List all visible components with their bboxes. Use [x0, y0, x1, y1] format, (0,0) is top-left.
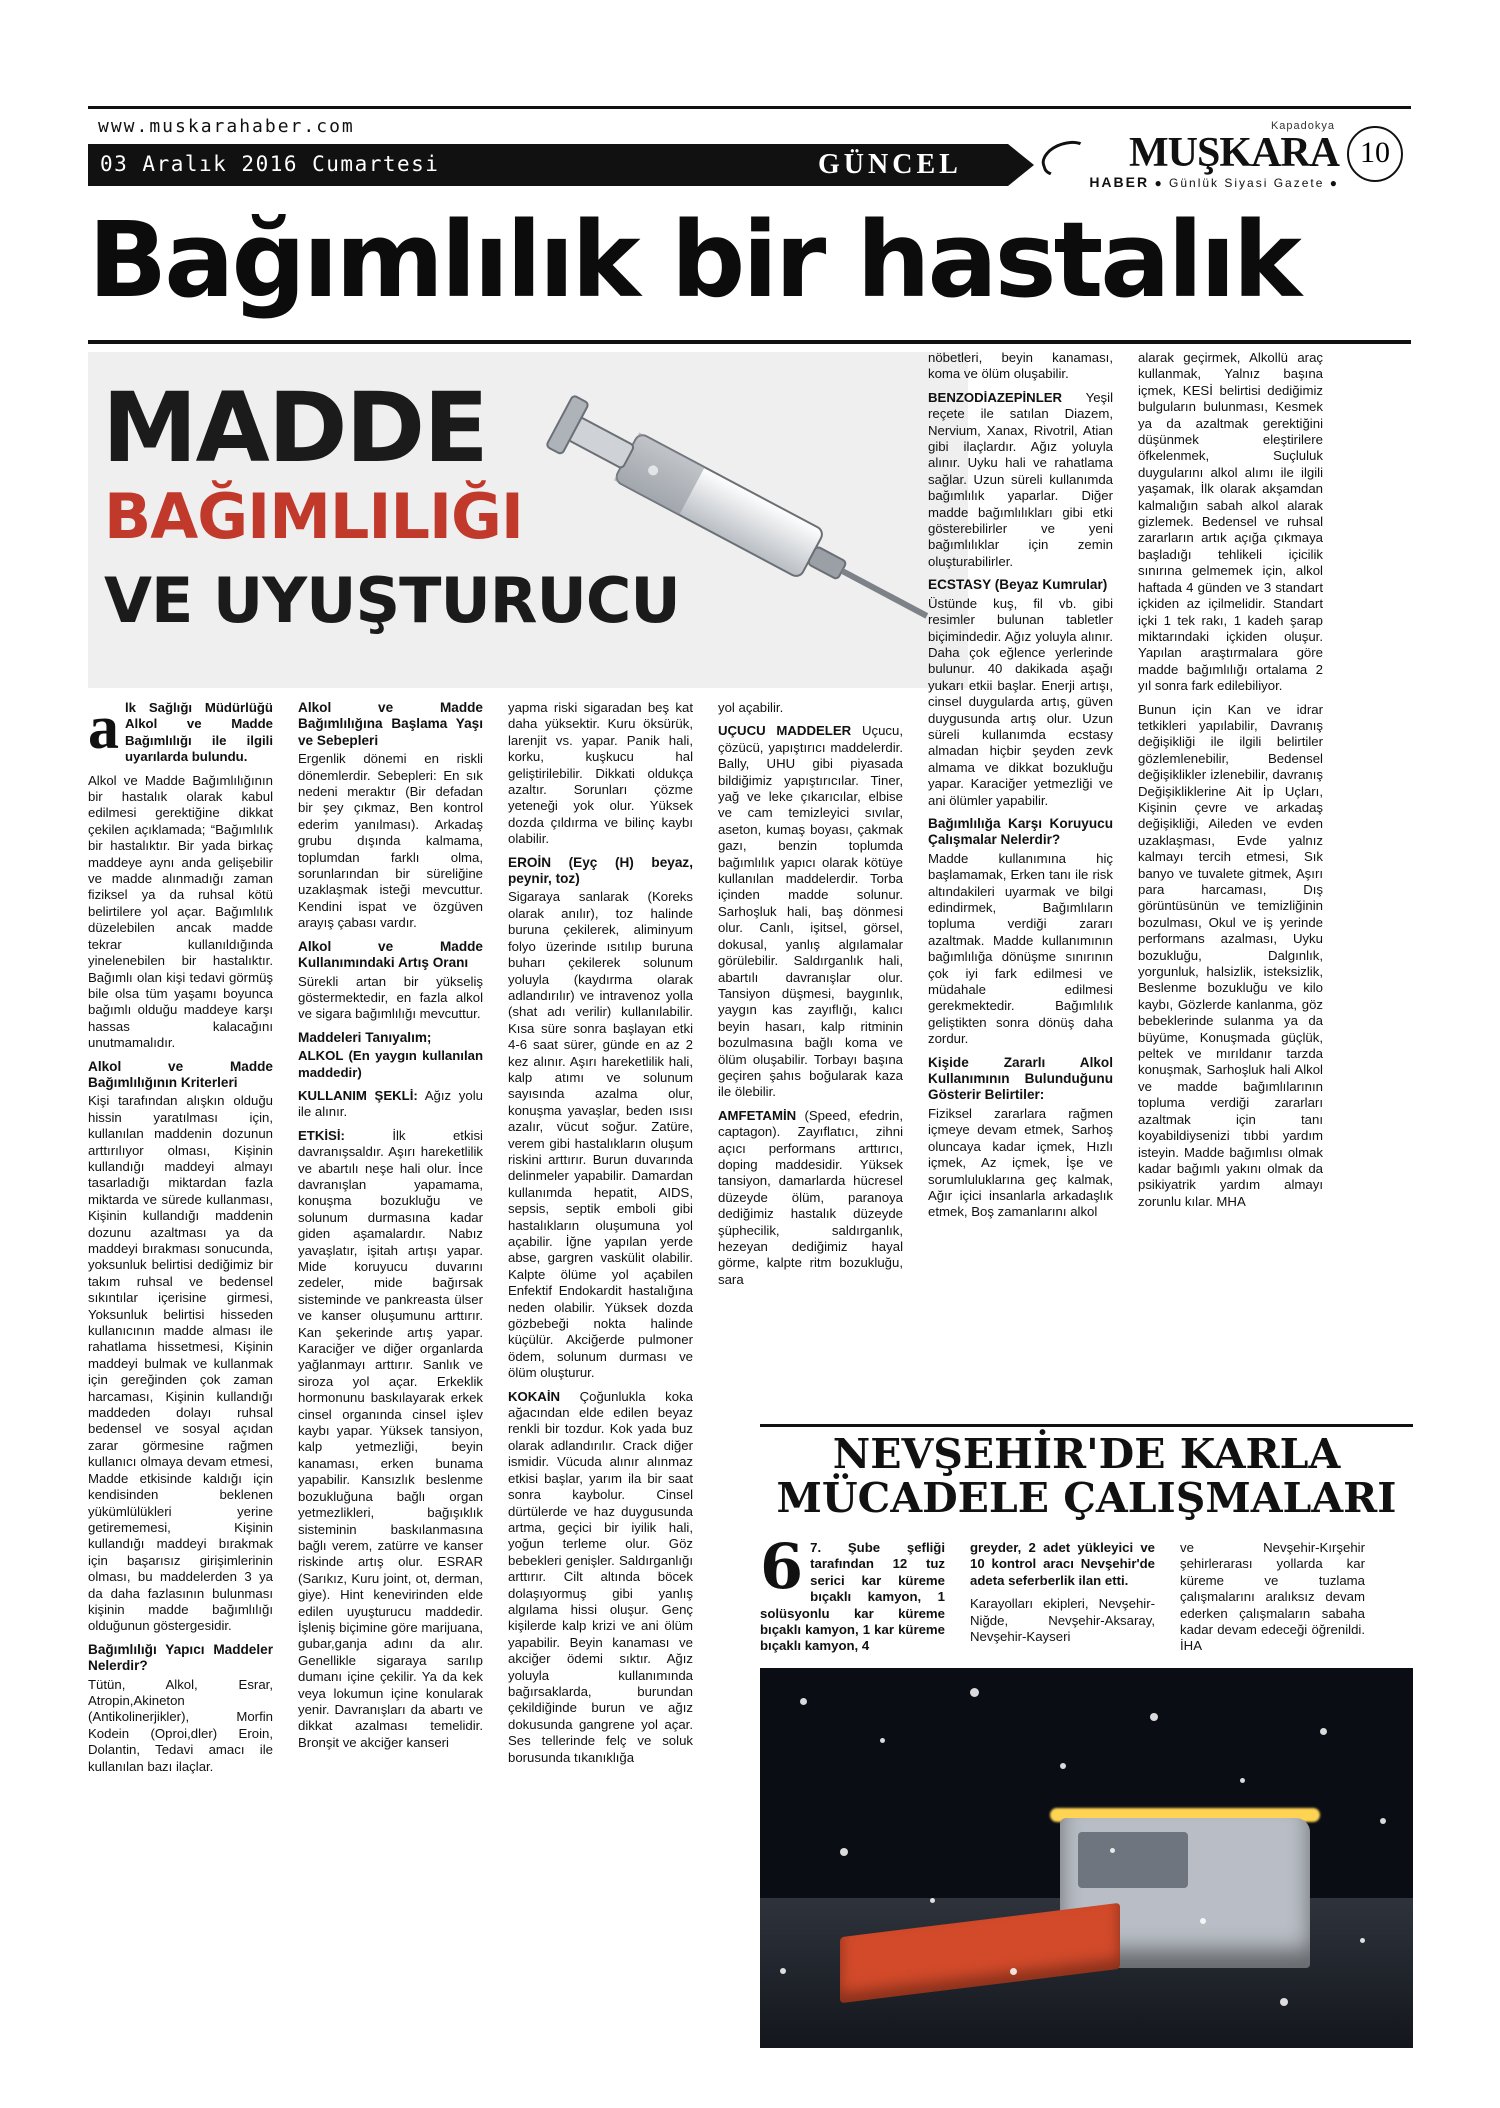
- paragraph: [298, 1088, 483, 1121]
- second-title-line2: MÜCADELE ÇALIŞMALARI: [776, 1474, 1397, 1522]
- page-title: Bağımlılık bir hastalık: [88, 199, 1299, 321]
- masthead: [88, 112, 1411, 190]
- paragraph: Alkol ve Madde Bağımlılığının bir hastalık olarak kabul edilmesi gerektiğine dikkat çekilen açıklamada; “Bağımlılık bir hastalıktır. Bir yada birkaç maddeye aynı anda gelişebilir ve madde alınmadığı zaman fiziksel ya da ruhsal kötü belirtilere yol açar. Bağımlılık düzelebilen ancak madde tekrar kullanıldığında yinelenebilen bir hastalıktır. Bağımlı olan kişi tedavi görmüş bile olsa tüm yaşamı boyunca bağımlı olduğu maddeye karşı hassas kalacağını unutmamalıdır.: [88, 772, 273, 1051]
- paragraph: [760, 1530, 945, 1655]
- paragraph: [298, 1048, 483, 1081]
- subheading: Maddeleri Tanıyalım;: [298, 1029, 432, 1045]
- subheading: Alkol ve Madde Bağımlılığına Başlama Yaşı ve Sebepleri: [298, 700, 483, 748]
- effect-text: İlk etkisi davranışsaldır. Aşırı hareketlilik ve abartılı neşe hali olur. İnce davranışlan yapamama, konuşma bozukluğu ve solunum durmasına kadar giden aşamalardır. Nabız yavaşlatır, işitah artışı yapar. Mide koruyucu duvarını zedeler, mide bağırsak sisteminde ve pankreasta ülser ve kanser oluşumunu arttırır. Kan şekerinde artış yapar. Karaciğer ve diğer organlarda yağlanmayı arttırır. Sanlık ve siroza yol açar. Erkeklik hormonunu baskılayarak erkek cinsel organında cinsel işlev kaybı yapar. Yüksek tansiyon, kalp yetmezliği, beyin kanaması, erken bunama yapabilir. Kansızlık beslenme bozukluğuna bağlı organ yetmezlikleri, bağışıklık sisteminin baskılanmasına bağlı verem, zatürre ve kanser riskinde artış olur. ESRAR (Sarıkız, Kuru joint, ot, derman, giye). Hint kenevirinden elde edilen uyuşturucu maddedir. İşleniş biçimine göre marijuana, gubar,ganja adını da alır. Genellikle sigaraya sarılıp dumanı içine çekilir. Ya da kek veya lokumun içine konularak yenir. Davranışları da abartı ve dikkat azalması temelidir. Bronşit ve akciğer kanseri: [298, 1127, 483, 1750]
- logo-tagline: ● Günlük Siyasi Gazete ●: [1154, 176, 1339, 190]
- logo-top-text: Kapadokya: [1270, 120, 1335, 132]
- paragraph: yapma riski sigaradan beş kat daha yüksektir. Kuru öksürük, larenjit vs. yapar. Panik hali, korku, kuşkucu hal geliştirilebilir. Dikkati oldukça azaltır. Sorunları çözme yeteneği yok olur. Yüksek dozda çıldırma ve bilinç kaybı olabilir.: [508, 700, 693, 847]
- paragraph: Kişi tarafından alışkın olduğu hissin yaratılması için, kullanılan maddenin dozunun arttırılıyor olması, Kişinin kullandığı maddeyi almayı tasarladığı miktardan fazla miktarda ve sürede kullanması, Kişinin kullandığı maddenin dozunu azaltması ya da maddeyi bırakması sonucunda, yoksunluk belirtisi dediğimiz bir takım ruhsal ve bedensel sıkıntılar içerisine girmesi, Yoksunluk belirtisi hisseden kullanıcının madde alması ile rahatlama hissetmesi, Kişinin maddeyi bulmak ve kullanmak için gereğinden çok zaman harcaması, Kişinin kullandığı maddeden dolayı ruhsal bedensel ve sosyal açıdan zarar görmesine rağmen kullanıcı olmaya devam etmesi, Madde etkisinde kaldığı için kendisinden beklenen yükümlülükleri yerine getirememesi, Kişinin kullandığı maddeyi bırakmak için başarısız girişimlerinin olması, bu maddelerden 3 ya da daha fazlasının bulunması kişinin madde bağımlılığı olduğunun göstergesidir.: [88, 1093, 273, 1634]
- paragraph: ve Nevşehir-Kırşehir şehirlerarası yollarda kar küreme ve tuzlama çalışmalarını aralıksız devam ederken çalışmaların sabaha kadar devam edeceği öğrenildi. İHA: [1180, 1540, 1365, 1654]
- website-url: www.muskarahaber.com: [98, 116, 355, 137]
- logo-subtitle: [1039, 174, 1339, 190]
- lead-image-line2: BAĞIMLILIĞI: [104, 480, 524, 553]
- drug-label: KOKAİN: [508, 1388, 561, 1404]
- drug-label: AMFETAMİN: [718, 1107, 797, 1123]
- paragraph: Madde kullanımına hiç başlamamak, Erken tanı ile risk altındakileri uyarmak ve bilgi edindirmek, Bağımlıların topluma verdiği zararı azaltmak. Madde kullanımının bağımlılığa dönüşme sınırının çok iyi fark edilmesi ve müdahale edilmesi gerekmektedir. Bağımlılık geliştikten sonra dönüş daha zordur.: [928, 850, 1113, 1047]
- drug-label: UÇUCU MADDELER: [718, 723, 852, 739]
- logo-wordmark: MUŞKARA: [1129, 130, 1339, 176]
- newspaper-logo: [1039, 120, 1339, 190]
- drug-text: Uçucu, çözücü, yapıştırıcı maddelerdir. Bally, UHU gibi piyasada bildiğimiz yapıştırıcılar. Tiner, yağ ve leke çıkarıcılar, elbise ve cam temizleyici sıvılar, aseton, kumaş boyası, çakmak gazı, benzin toplumda bağımlılık yapıcı olarak kötüye kullanılan maddelerdir. Torba içinden madde solunur. Sarhoşluk hali, baş dönmesi olur. Canlı, işitsel, görsel, dokusal, yanlış algılamalar görülebilir. Saldırganlık hali, abartılı davranışlar olur. Tansiyon düşmesi, baygınlık, yaygın kas zayıflığı, kalıcı beyin hasarı, kalp ritminin bozulmasına bağlı koma ve ölüm oluşabilir. Torbayı başına geçiren şahıs boğularak kaza ile ölebilir.: [718, 723, 903, 1100]
- article-column-1: [88, 694, 273, 1782]
- headline-rule: [88, 340, 1411, 344]
- paragraph: nöbetleri, beyin kanaması, koma ve ölüm oluşabilir.: [928, 350, 1113, 382]
- article-column-4: [718, 700, 903, 1295]
- snow-plow-photo: [760, 1668, 1413, 2048]
- lead-image: [88, 352, 968, 688]
- article-column-6: [1138, 350, 1323, 1217]
- second-title-line1: NEVŞEHİR'DE KARLA: [832, 1430, 1341, 1478]
- drug-label: BENZODİAZEPİNLER: [928, 389, 1063, 405]
- intro-text: 7. Şube şefliği tarafından 12 tuz serici kar küreme bıçaklı kamyon, 1 solüsyonlu kar küreme bıçaklı kamyon, 1 kar küreme bıçaklı kamyon, 4: [760, 1540, 945, 1654]
- subheading: Alkol ve Madde Kullanımındaki Artış Oranı: [298, 938, 483, 971]
- drug-text: Çoğunlukla koka ağacından elde edilen beyaz renkli bir tozdur. Kok yada buz olarak adlandırılır. Crack diğer ismidir. Vücuda alınır alınmaz etkisi başlar, yarım ila bir saat sonra kaybolur. Cinsel dürtülerde ve haz duygusunda artma, geçici bir iyilik hali, yoğun terleme olur. Göz bebekleri genişler. Saldırganlığı arttırır. Cilt altında böcek dolaşıyormuş gibi yanlış algılama hissi oluşur. Genç kişilerde kalp krizi ve ani ölüm yapabilir. Beyin kanaması ve akciğer ödemi sıktır. Ağız yoluyla kullanımında bağırsaklarda, burundan çekildiğinde burun ve ağız dokusunda gangrene yol açar. Ses tellerinde felç ve soluk borusunda tıkanıklığa: [508, 1388, 693, 1765]
- paragraph: [508, 1389, 693, 1766]
- subheading: Bağımlılığa Karşı Koruyucu Çalışmalar Nelerdir?: [928, 815, 1113, 848]
- second-article-column-2: [970, 1540, 1155, 1652]
- drop-cap: 6: [760, 1530, 804, 1603]
- section-label: GÜNCEL: [818, 149, 962, 180]
- subheading: ECSTASY (Beyaz Kumrular): [928, 577, 1108, 593]
- paragraph: Sürekli artan bir yükseliş göstermektedir, en fazla alkol ve sigara bağımlılığı mevcuttur.: [298, 973, 483, 1022]
- drug-text: (Speed, efedrin, captagon). Zayıflatıcı, zihni açıcı performans arttırıcı, doping maddesidir. Yüksek tansiyon, damarlarda hücresel düzeyde ölüm, paranoya dediğimiz hastalık düzeyde şüphecilik, saldırganlık, hezeyan dediğimiz hayal görme, kalpte ritm bozukluğu, sara: [718, 1107, 903, 1287]
- paragraph: alarak geçirmek, Alkollü araç kullanmak, Yalnız başına içmek, KESİ belirtisi dediğimiz bulguların bulunması, Kesmek ya da azaltmak gerektiğini düşünmek eleştirilere öfkelenmek, Suçluluk duygularını alkol alımı ile ilgili yaşamak, İlk olarak akşamdan kalmalığın sabah alkol alarak gizlemek. Bedensel ve ruhsal zararların artık açığa çıkmaya başladığı tehlikeli içicilik sınırına gelmemek için, alkol haftada 4 günden ve 3 standart içkiden az içilmelidir. Standart içki 1 tek rakı, 1 kadeh şarap miktarındaki içkiden oluşur. Yapılan araştırmalara göre madde bağımlılığı ortalama 2 yıl sonra fark edilebiliyor.: [1138, 350, 1323, 694]
- masthead-top-rule: [88, 106, 1411, 109]
- paragraph: yol açabilir.: [718, 700, 784, 715]
- lead-image-line1: MADDE: [102, 372, 487, 484]
- paragraph: Bunun için Kan ve idrar tetkikleri yapılabilir, Davranış değişikliği ile ilgili belirtiler gözlemlenebilir, Bedensel değişiklikler izlenebilir, davranış Değişikliklerine Ait İp Uçları, Kişinin çevre ve arkadaş değişikliği, Aileden ve evden uzaklaşması, Evde yalnız kalmayı tercih etmesi, Sık banyo ve tuvalete gitmek, Aşırı para harcaması, Dış görüntüsünün ve temizliğinin bozulması, Okul ve iş yerinde performans azalması, Uyku bozukluğu, Dalgınlık, yorgunluk, halsizlik, isteksizlik, Beslenme bozukluğu ve kilo kaybı, Gözlerde kanlanma, göz bebeklerinde sulanma ya da büyüme, Konuşmada güçlük, peltek ve mırıldanır tarzda konuşmak, Sarhoşluk hali Alkol ve madde bağımlılarının topluma verdiği zararları azaltmak için tanı koyabildiysenizi tıbbi yardım isteyin. Madde bağımlısı olmak kadar bağımlı yakını olmak da psikiyatrik yardım almayı zorunlu kılar. MHA: [1138, 701, 1323, 1209]
- paragraph: Üstünde kuş, fil vb. gibi resimler bulunan tabletler biçimindedir. Ağız yoluyla alınır. Daha çok eğlence yerlerinde bulunur. 40 dakikada aşağı yukarı etkii başlar. Enerji artışı, cinsel duygularda artış, güven duygusunda artış olur. Uzun süreli kullanımda ecstasy almadan hiçbir şeyden zevk almama ve dikkat bozukluğu yapar. Karaciğer yetmezliği ve ani ölümler yapabilir.: [928, 595, 1113, 808]
- paragraph: Tütün, Alkol, Esrar, Atropin,Akineton (Antikolinerjikler), Morfin Kodein (Oproi,dler) Eroin, Dolantin, Tedavi amacı ile kullanılan bazı ilaçlar.: [88, 1676, 273, 1774]
- subheading: Alkol ve Madde Bağımlılığının Kriterleri: [88, 1058, 273, 1090]
- subheading: Bağımlılığı Yapıcı Maddeler Nelerdir?: [88, 1641, 273, 1674]
- paragraph: Karayolları ekipleri, Nevşehir-Niğde, Nevşehir-Aksaray, Nevşehir-Kayseri: [970, 1596, 1155, 1645]
- lead-paragraph: [88, 694, 273, 766]
- article-column-3: [508, 700, 693, 1773]
- paragraph: Sigaraya sanlarak (Koreks olarak anılır), toz halinde buruna çekilerek, aliminyum folyo üzerinde ısıtılıp buruna buharı çekilerek solunum yoluyla (kaydırma olarak adlandırılır) ve intravenoz yolla (shat adı verilir) kullanılabilir. Kısa süre sonra başlayan etki 4-6 saat sürer, günde en az 2 kez alınır. Aşırı hareketlilik hali, kalp atımı ve solunum sayısında azalma olur, konuşma yavaşlar, beden ısısı azalır, vücut soğur. Zatüre, verem gibi hastalıkların oluşum riskini arttırır. Burun duvarında delinmeler yapabilir. Damardan kullanımda hepatit, AIDS, sepsis, septik emboli gibi hastalıkların oluşumuna yol açabilir. İğne yapılan yerde abse, gargren vaskülit olabilir. Kalpte ölüme yol açabilen Enfektif Endokardit hastalığına neden olabilir. Yüksek dozda gözbebeği nokta halinde küçülür. Akciğerde pulmoner ödem, solunum durması ve ölüm oluşturur.: [508, 889, 693, 1381]
- paragraph: Ergenlik dönemi en riskli dönemlerdir. Sebepleri: En sık nedeni meraktır (Bir defadan bir şey çıkmaz, Ben kontrol ederim yanılması). Arkadaş grubu dışında kalmama, toplumdan farklı olma, sorunlarından bir süreliğine uzaklaşmak isteği mevcuttur. Kendini ispat ve özgüven arayış çabası vardır.: [298, 751, 483, 931]
- term-label: ALKOL (En yaygın kullanılan maddedir): [298, 1048, 483, 1080]
- paragraph: [718, 723, 903, 1100]
- article-column-2: [298, 700, 483, 1758]
- second-article-column-3: [1180, 1540, 1365, 1662]
- lead-bold: alk Sağlığı Müdürlüğü Alkol ve Madde Bağımlılığı ile ilgili uyarılarda bulundu.: [88, 694, 273, 765]
- paragraph: [298, 1128, 483, 1751]
- lead-text: greyder, 2 adet yükleyici ve 10 kontrol aracı Nevşehir'de adeta seferberlik ilan etti.: [970, 1540, 1155, 1588]
- subheading: EROİN (Eyç (H) beyaz, peynir, toz): [508, 854, 693, 887]
- paragraph: [970, 1540, 1155, 1589]
- paragraph: [718, 1108, 903, 1288]
- second-article-title: [760, 1432, 1413, 1520]
- syringe-icon: [488, 362, 958, 678]
- drug-text: Yeşil reçete ile satılan Diazem, Nervium, Xanax, Rivotril, Atian gibi ilaçlardır. Ağız yoluyla alınır. Uyku hali ve rahatlama sağlar. Uzun süreli kullanımda bağımlılık yaparlar. Diğer madde bağımlılıkları gibi etki gösterebilirler ve yeni bağımlılıklar için zemin oluşturabilirler.: [928, 389, 1113, 569]
- logo-haber-text: HABER: [1089, 174, 1150, 190]
- truck-cab: [1078, 1832, 1188, 1888]
- publication-date: 03 Aralık 2016 Cumartesi: [100, 152, 440, 176]
- effect-label: ETKİSİ:: [298, 1127, 345, 1143]
- second-article-column-1: [760, 1530, 945, 1662]
- subheading: Kişide Zararlı Alkol Kullanımının Bulunduğunu Gösterir Belirtiler:: [928, 1054, 1113, 1103]
- article-column-5: [928, 350, 1113, 1228]
- usage-text: Ağız yolu ile alınır.: [298, 1087, 483, 1120]
- second-article-rule: [760, 1424, 1413, 1427]
- paragraph: Fiziksel zararlara rağmen içmeye devam etmek, Sarhoş oluncaya kadar içmek, Hızlı içmek, Az içmek, İşe ve sorumluluklarına geç kalmak, Ağır içici insanlarla arkadaşlık etmek, Boş zamanlarını alkol: [928, 1105, 1113, 1220]
- paragraph: [928, 390, 1113, 570]
- page-number: 10: [1347, 126, 1403, 182]
- lead-image-line3: VE UYUŞTURUCU: [104, 564, 680, 637]
- usage-label: KULLANIM ŞEKLİ:: [298, 1087, 418, 1103]
